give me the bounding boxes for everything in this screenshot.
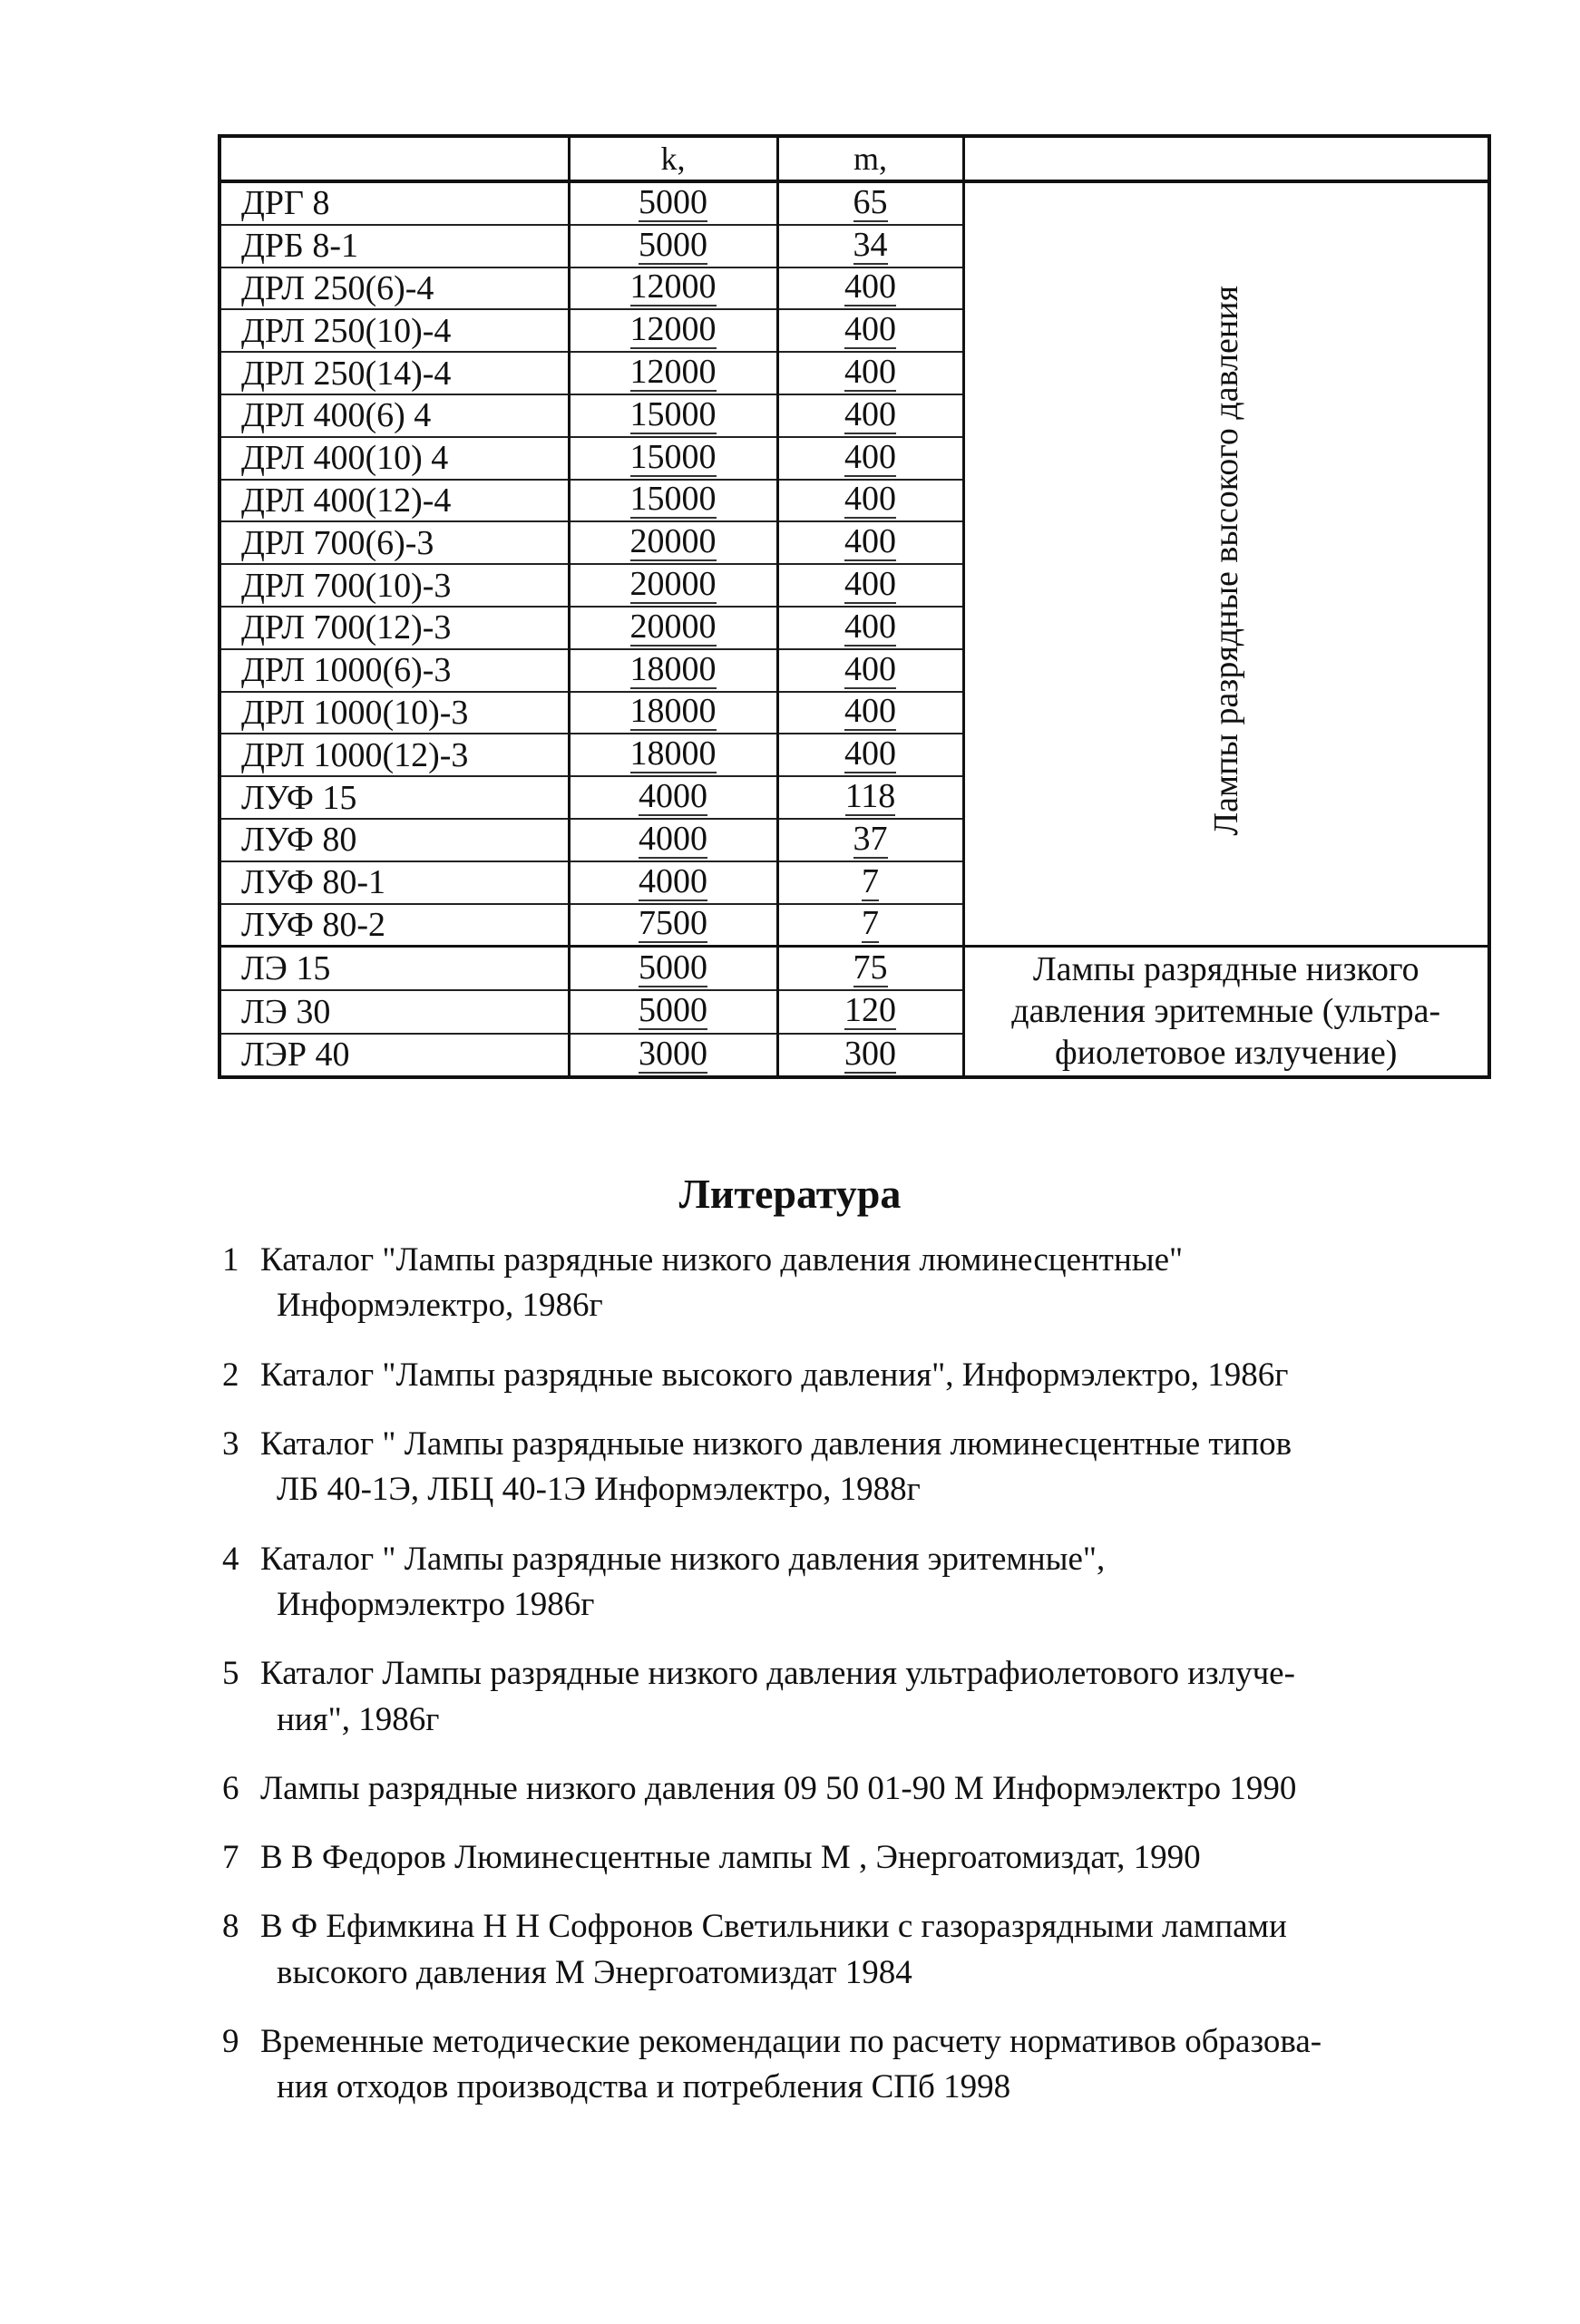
literature-item-text [260,1904,1510,1996]
k-value: 7500 [639,904,707,943]
m-value: 118 [844,777,896,816]
k-value-cell [569,1034,777,1078]
literature-item [222,1651,1510,1743]
literature-item-line1: Каталог "Лампы разрядные высокого давления", Информэлектро, 1986г [260,1356,1289,1394]
literature-item-number: 4 [222,1540,239,1578]
header-k: k, [569,136,777,181]
m-value: 400 [844,607,896,646]
m-value: 400 [844,649,896,688]
k-value-cell [569,607,777,649]
k-value-cell [569,564,777,607]
literature-item [222,1766,1510,1812]
literature-item-number: 2 [222,1356,239,1394]
m-value-cell [777,776,963,819]
lamp-type-cell: ЛУФ 80-1 [219,861,569,904]
m-value: 120 [844,991,896,1030]
literature-item-text [260,1766,1510,1812]
literature-list [222,1238,1510,2134]
m-value: 75 [853,948,888,987]
literature-item-text [260,2019,1510,2111]
literature-item-text [260,1537,1510,1629]
k-value: 15000 [629,394,717,433]
literature-item-line1: Каталог " Лампы разрядныые низкого давления люминесцентные типов [260,1425,1292,1463]
m-value-cell [777,267,963,310]
header-note [963,136,1489,181]
m-value-cell [777,861,963,904]
literature-item-text [260,1422,1510,1513]
literature-item-text [260,1238,1510,1329]
m-value: 400 [844,353,896,392]
literature-item [222,1238,1510,1329]
m-value-cell [777,819,963,861]
literature-title: Литература [678,1171,902,1217]
literature-item [222,1835,1510,1881]
k-value-cell [569,819,777,861]
lamp-type-cell: ДРЛ 1000(12)-3 [219,734,569,776]
m-value: 400 [844,394,896,433]
k-value-cell [569,352,777,394]
literature-item-line2: ния", 1986г [277,1700,440,1738]
m-value-cell [777,692,963,734]
k-value: 12000 [629,353,717,392]
m-value: 400 [844,734,896,773]
k-value: 12000 [629,310,717,349]
literature-item [222,1537,1510,1629]
k-value-cell [569,947,777,990]
k-value: 20000 [629,607,717,646]
literature-item-number: 6 [222,1769,239,1807]
lamp-type-cell: ЛЭ 15 [219,947,569,990]
k-value-cell [569,309,777,352]
header-name [219,136,569,181]
k-value-cell [569,990,777,1034]
lamp-type-cell: ДРЛ 400(12)-4 [219,480,569,522]
m-value-cell [777,394,963,437]
literature-item-line2: ния отходов производства и потребления СПб 1998 [277,2068,1011,2106]
lamp-type-cell: ДРГ 8 [219,181,569,225]
m-value-cell [777,1034,963,1078]
literature-item-line1: Временные методические рекомендации по расчету нормативов образова- [260,2023,1322,2061]
literature-item-line1: В В Федоров Люминесцентные лампы М , Энергоатомиздат, 1990 [260,1839,1201,1877]
literature-item-text [260,1835,1510,1881]
k-value: 4000 [639,819,707,858]
lamp-type-cell: ЛУФ 80 [219,819,569,861]
literature-item-line1: В Ф Ефимкина Н Н Софронов Светильники с газоразрядными лампами [260,1908,1287,1946]
literature-item-line1: Лампы разрядные низкого давления 09 50 01-90 М Информэлектро 1990 [260,1769,1297,1807]
m-value: 400 [844,267,896,306]
literature-item-number: 1 [222,1241,239,1279]
low-pressure-group-label: Лампы разрядные низкого давления эритемные (ультра-фиолетовое излучение) [963,947,1489,1077]
lamp-type-cell: ДРЛ 700(6)-3 [219,521,569,564]
m-value-cell [777,649,963,692]
k-value: 5000 [639,991,707,1030]
literature-item-number: 5 [222,1655,239,1693]
high-pressure-group-cell [963,181,1489,947]
literature-item-line2: высокого давления М Энергоатомиздат 1984 [277,1953,912,1991]
k-value-cell [569,437,777,480]
m-value-cell [777,947,963,990]
k-value: 4000 [639,861,707,900]
m-value-cell [777,352,963,394]
lamp-type-cell: ДРЛ 700(10)-3 [219,564,569,607]
k-value: 15000 [629,437,717,476]
lamp-table [218,134,1491,1079]
lamp-type-cell: ДРБ 8-1 [219,225,569,267]
literature-item [222,1904,1510,1996]
m-value: 37 [853,819,888,858]
k-value: 18000 [629,734,717,773]
literature-item [222,2019,1510,2111]
literature-item-line2: Информэлектро 1986г [277,1585,595,1623]
lamp-table-container [218,134,1487,1079]
literature-item-number: 7 [222,1839,239,1877]
lamp-type-cell: ДРЛ 700(12)-3 [219,607,569,649]
literature-item-text [260,1353,1510,1398]
m-value-cell [777,480,963,522]
literature-item [222,1422,1510,1513]
k-value: 5000 [639,182,707,221]
lamp-type-cell: ДРЛ 250(14)-4 [219,352,569,394]
lamp-type-cell: ДРЛ 400(10) 4 [219,437,569,480]
k-value: 18000 [629,649,717,688]
k-value: 5000 [639,948,707,987]
m-value: 7 [862,904,879,943]
m-value: 300 [844,1034,896,1073]
literature-item-line2: Информэлектро, 1986г [277,1287,603,1325]
literature-item-line1: Каталог " Лампы разрядные низкого давления эритемные", [260,1540,1106,1578]
m-value: 400 [844,480,896,519]
literature-item-number: 3 [222,1425,239,1463]
lamp-type-cell: ЛЭР 40 [219,1034,569,1078]
k-value-cell [569,521,777,564]
header-m: m, [777,136,963,181]
lamp-type-cell: ДРЛ 400(6) 4 [219,394,569,437]
table-row [219,181,1489,225]
m-value: 65 [853,182,888,221]
k-value-cell [569,394,777,437]
lamp-type-cell: ДРЛ 250(6)-4 [219,267,569,310]
k-value-cell [569,225,777,267]
m-value: 400 [844,565,896,604]
k-value-cell [569,776,777,819]
m-value: 400 [844,522,896,561]
m-value-cell [777,309,963,352]
k-value-cell [569,181,777,225]
k-value: 5000 [639,225,707,264]
m-value: 400 [844,310,896,349]
m-value: 34 [853,225,888,264]
m-value: 400 [844,437,896,476]
k-value: 15000 [629,480,717,519]
k-value: 4000 [639,777,707,816]
lamp-type-cell: ЛУФ 15 [219,776,569,819]
k-value-cell [569,649,777,692]
m-value-cell [777,734,963,776]
literature-item-line1: Каталог Лампы разрядные низкого давления ультрафиолетового излуче- [260,1655,1295,1693]
k-value-cell [569,267,777,310]
lamp-type-cell: ДРЛ 1000(10)-3 [219,692,569,734]
table-body [219,181,1489,1077]
m-value-cell [777,564,963,607]
m-value-cell [777,904,963,947]
lamp-type-cell: ДРЛ 1000(6)-3 [219,649,569,692]
lamp-type-cell: ЛЭ 30 [219,990,569,1034]
literature-item [222,1353,1510,1398]
k-value: 3000 [639,1034,707,1073]
lamp-type-cell: ЛУФ 80-2 [219,904,569,947]
m-value-cell [777,521,963,564]
k-value-cell [569,734,777,776]
lamp-type-cell: ДРЛ 250(10)-4 [219,309,569,352]
high-pressure-group-label: Лампы разрядные высокого давления [1206,286,1245,836]
m-value-cell [777,181,963,225]
m-value: 400 [844,692,896,731]
literature-item-line1: Каталог "Лампы разрядные низкого давления люминесцентные" [260,1241,1184,1279]
k-value-cell [569,692,777,734]
k-value: 20000 [629,522,717,561]
k-value-cell [569,904,777,947]
k-value: 18000 [629,692,717,731]
k-value: 20000 [629,565,717,604]
m-value-cell [777,607,963,649]
literature-item-number: 8 [222,1908,239,1946]
k-value-cell [569,861,777,904]
literature-item-number: 9 [222,2023,239,2061]
m-value-cell [777,225,963,267]
k-value-cell [569,480,777,522]
m-value: 7 [862,861,879,900]
table-header-row [219,136,1489,181]
literature-item-line2: ЛБ 40-1Э, ЛБЦ 40-1Э Информэлектро, 1988г [277,1471,921,1509]
table-row [219,947,1489,990]
k-value: 12000 [629,267,717,306]
m-value-cell [777,437,963,480]
m-value-cell [777,990,963,1034]
literature-item-text [260,1651,1510,1743]
